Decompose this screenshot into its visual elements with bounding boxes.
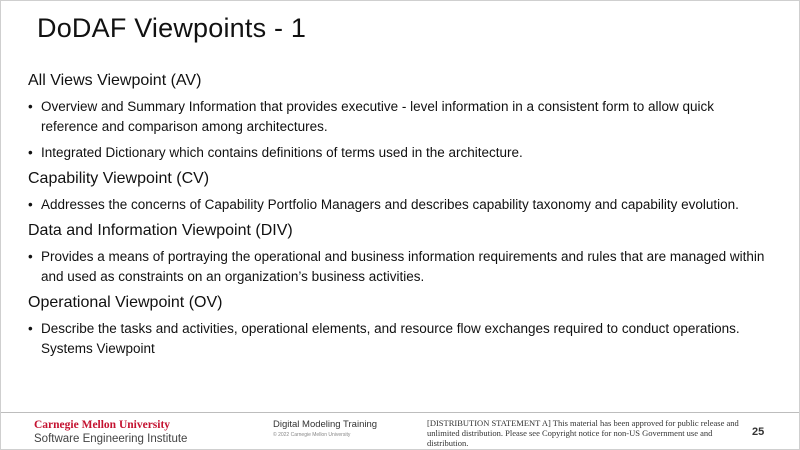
slide-content (28, 71, 773, 365)
bullet-glyph: • (28, 99, 33, 114)
logo-institute-name: Software Engineering Institute (34, 433, 188, 445)
logo-university-name: Carnegie Mellon University (34, 419, 171, 431)
bullet-item (28, 143, 773, 163)
page-number: 25 (752, 426, 765, 438)
bullet-glyph: • (28, 197, 33, 212)
training-label (273, 419, 377, 439)
bullet-item (28, 247, 773, 287)
section-av (28, 71, 773, 163)
footer-divider (1, 412, 799, 413)
training-copyright: © 2022 Carnegie Mellon University (273, 432, 351, 438)
bullet-text: Provides a means of portraying the operational and business information requirements and rules that are managed within and used as constraints on an organization’s business activities. (41, 249, 765, 284)
bullet-glyph: • (28, 249, 33, 264)
bullet-text: Addresses the concerns of Capability Portfolio Managers and describes capability taxonomy and capability evolution. (41, 197, 739, 212)
section-div (28, 221, 773, 287)
bullet-item (28, 195, 773, 215)
section-heading: Operational Viewpoint (OV) (28, 294, 223, 311)
bullet-item (28, 319, 773, 359)
bullet-text: Describe the tasks and activities, operational elements, and resource flow exchanges required to conduct operations. Systems Viewpoint (41, 321, 740, 356)
bullet-text: Overview and Summary Information that provides executive - level information in a consistent form to allow quick reference and comparison among architectures. (41, 99, 715, 134)
distribution-statement: [DISTRIBUTION STATEMENT A] This material has been approved for public release and unlimited distribution. Please see Copyright notice for non-US Government use and distribution. (427, 418, 739, 448)
bullet-text: Integrated Dictionary which contains definitions of terms used in the architecture. (41, 145, 523, 160)
section-heading: All Views Viewpoint (AV) (28, 72, 202, 89)
training-title: Digital Modeling Training (273, 419, 378, 430)
section-heading: Capability Viewpoint (CV) (28, 170, 210, 187)
section-heading: Data and Information Viewpoint (DIV) (28, 222, 293, 239)
bullet-glyph: • (28, 145, 33, 160)
bullet-glyph: • (28, 321, 33, 336)
section-ov (28, 293, 773, 359)
cmu-sei-logo (34, 419, 187, 446)
bullet-item (28, 97, 773, 137)
section-cv (28, 169, 773, 215)
slide-title: DoDAF Viewpoints - 1 (37, 13, 307, 43)
